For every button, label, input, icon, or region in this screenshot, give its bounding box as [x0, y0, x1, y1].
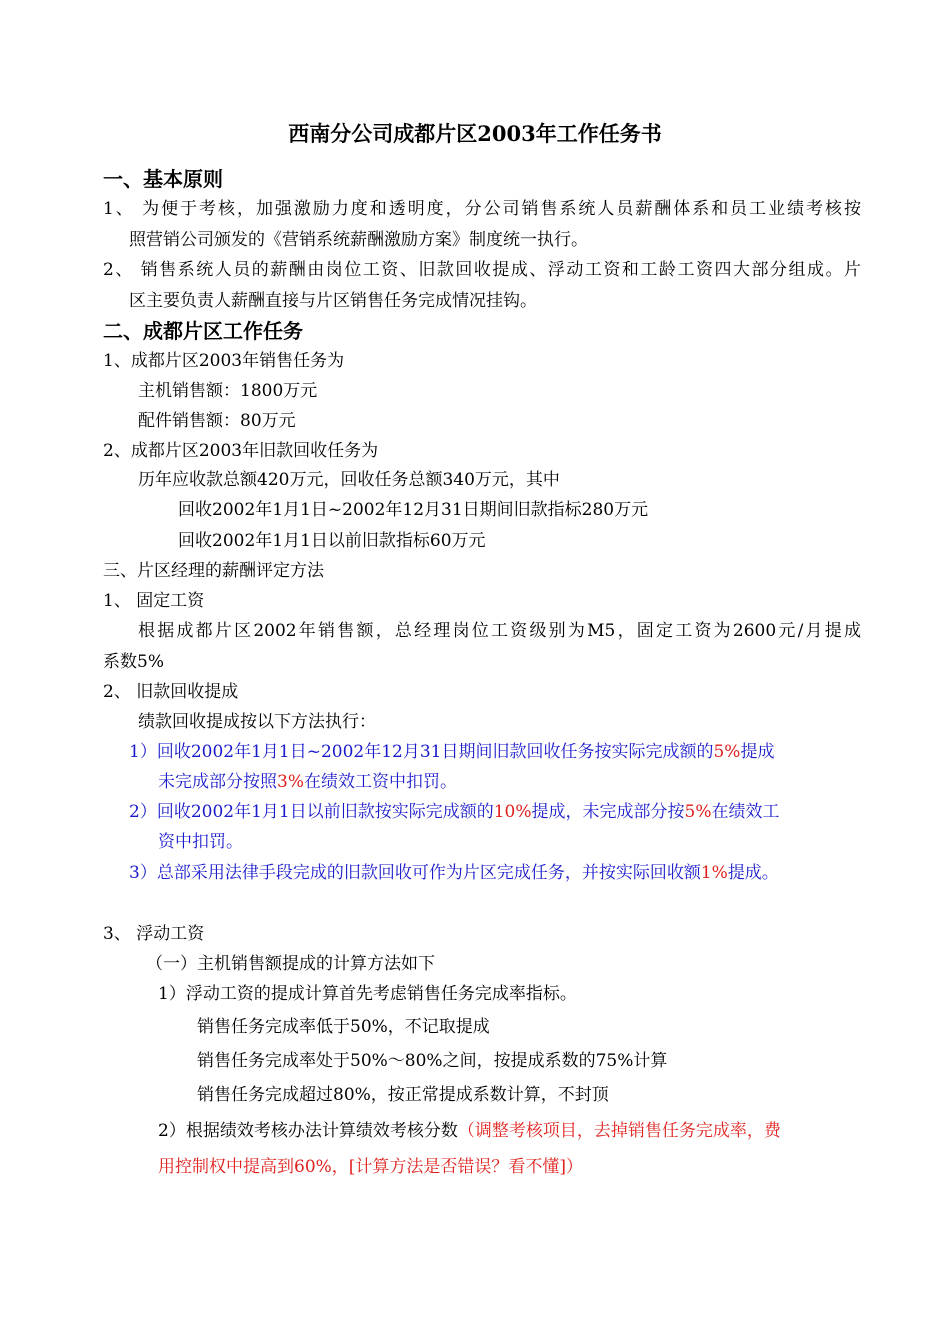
- recovery-rule-2-line2: 资中扣罚。: [158, 832, 243, 852]
- parts-sales-target: 配件销售额：80万元: [138, 411, 296, 431]
- rule-2-comment: （调整考核项目，去掉销售任务完成率，费: [457, 1121, 781, 1141]
- recovery-rule-1-line1: [129, 741, 774, 763]
- floating-rule-2-line2: 用控制权中提高到60%，[计算方法是否错误？看不懂]）: [158, 1157, 584, 1177]
- section2-heading: 二、成都片区工作任务: [103, 319, 303, 343]
- principle-2-line1: 2、 销售系统人员的薪酬由岗位工资、旧款回收提成、浮动工资和工龄工资四大部分组成。片: [103, 260, 861, 280]
- principle-1-line1: 1、 为便于考核，加强激励力度和透明度，分公司销售系统人员薪酬体系和员工业绩考核按: [103, 199, 861, 219]
- recovery-rule-2-line1: [129, 801, 780, 823]
- recovery-total: 历年应收款总额420万元，回收任务总额340万元，其中: [138, 470, 560, 490]
- rule1-text-c: 提成: [740, 742, 775, 762]
- rule1-text-f: 在绩效工资中扣罚。: [303, 772, 457, 792]
- rule2-text-a: 2）回收2002年1月1日以前旧款按实际完成额的: [129, 802, 494, 822]
- host-sales-target: 主机销售额：1800万元: [138, 381, 318, 401]
- floating-rule-1a: 销售任务完成率低于50%，不记取提成: [197, 1017, 490, 1037]
- rule3-text-a: 3）总部采用法律手段完成的旧款回收可作为片区完成任务，并按实际回收额: [129, 863, 701, 883]
- recovery-commission-heading: 2、 旧款回收提成: [103, 682, 239, 702]
- section3-heading: 三、片区经理的薪酬评定方法: [103, 561, 324, 581]
- floating-rule-1: 1）浮动工资的提成计算首先考虑销售任务完成率指标。: [158, 984, 577, 1004]
- rule1-penalty-rate: 3%: [277, 772, 304, 792]
- recovery-rule-1-line2: [158, 771, 457, 793]
- floating-salary-subheading: （一）主机销售额提成的计算方法如下: [146, 954, 435, 974]
- document-title: 西南分公司成都片区2003年工作任务书: [288, 121, 662, 146]
- rule1-rate: 5%: [713, 742, 741, 762]
- recovery-target-2002: 回收2002年1月1日~2002年12月31日期间旧款指标280万元: [178, 500, 649, 520]
- floating-rule-1b: 销售任务完成率处于50%～80%之间，按提成系数的75%计算: [197, 1051, 668, 1071]
- rule1-text-a: 1）回收2002年1月1日~2002年12月31日期间旧款回收任务按实际完成额的: [129, 742, 714, 762]
- fixed-salary-line2: 系数5%: [103, 652, 164, 672]
- rule1-text-d: 未完成部分按照: [158, 772, 277, 792]
- principle-2-line2: 区主要负责人薪酬直接与片区销售任务完成情况挂钩。: [129, 291, 537, 311]
- floating-rule-1c: 销售任务完成超过80%，按正常提成系数计算，不封顶: [197, 1085, 609, 1105]
- section1-heading: 一、基本原则: [103, 167, 223, 191]
- floating-salary-heading: 3、 浮动工资: [103, 924, 205, 944]
- fixed-salary-line1: 根据成都片区2002年销售额，总经理岗位工资级别为M5，固定工资为2600元/月提成: [138, 621, 861, 641]
- rule2-text-c: 提成，未完成部分按: [531, 802, 685, 822]
- fixed-salary-heading: 1、 固定工资: [103, 591, 205, 611]
- rule2-penalty-rate: 5%: [684, 802, 712, 822]
- floating-rule-2-line1: [158, 1120, 781, 1142]
- rule-2-text: 2）根据绩效考核办法计算绩效考核分数: [158, 1121, 458, 1141]
- rule3-text-c: 提成。: [727, 863, 779, 883]
- recovery-rule-3: [129, 862, 779, 884]
- sales-task-heading: 1、成都片区2003年销售任务为: [103, 351, 345, 371]
- recovery-target-before-2002: 回收2002年1月1日以前旧款指标60万元: [178, 531, 486, 551]
- rule2-text-e: 在绩效工: [711, 802, 780, 822]
- rule3-rate: 1%: [700, 863, 728, 883]
- recovery-commission-intro: 绩款回收提成按以下方法执行：: [138, 712, 376, 732]
- principle-1-line2: 照营销公司颁发的《营销系统薪酬激励方案》制度统一执行。: [129, 230, 588, 250]
- recovery-task-heading: 2、成都片区2003年旧款回收任务为: [103, 441, 379, 461]
- rule2-rate: 10%: [493, 802, 532, 822]
